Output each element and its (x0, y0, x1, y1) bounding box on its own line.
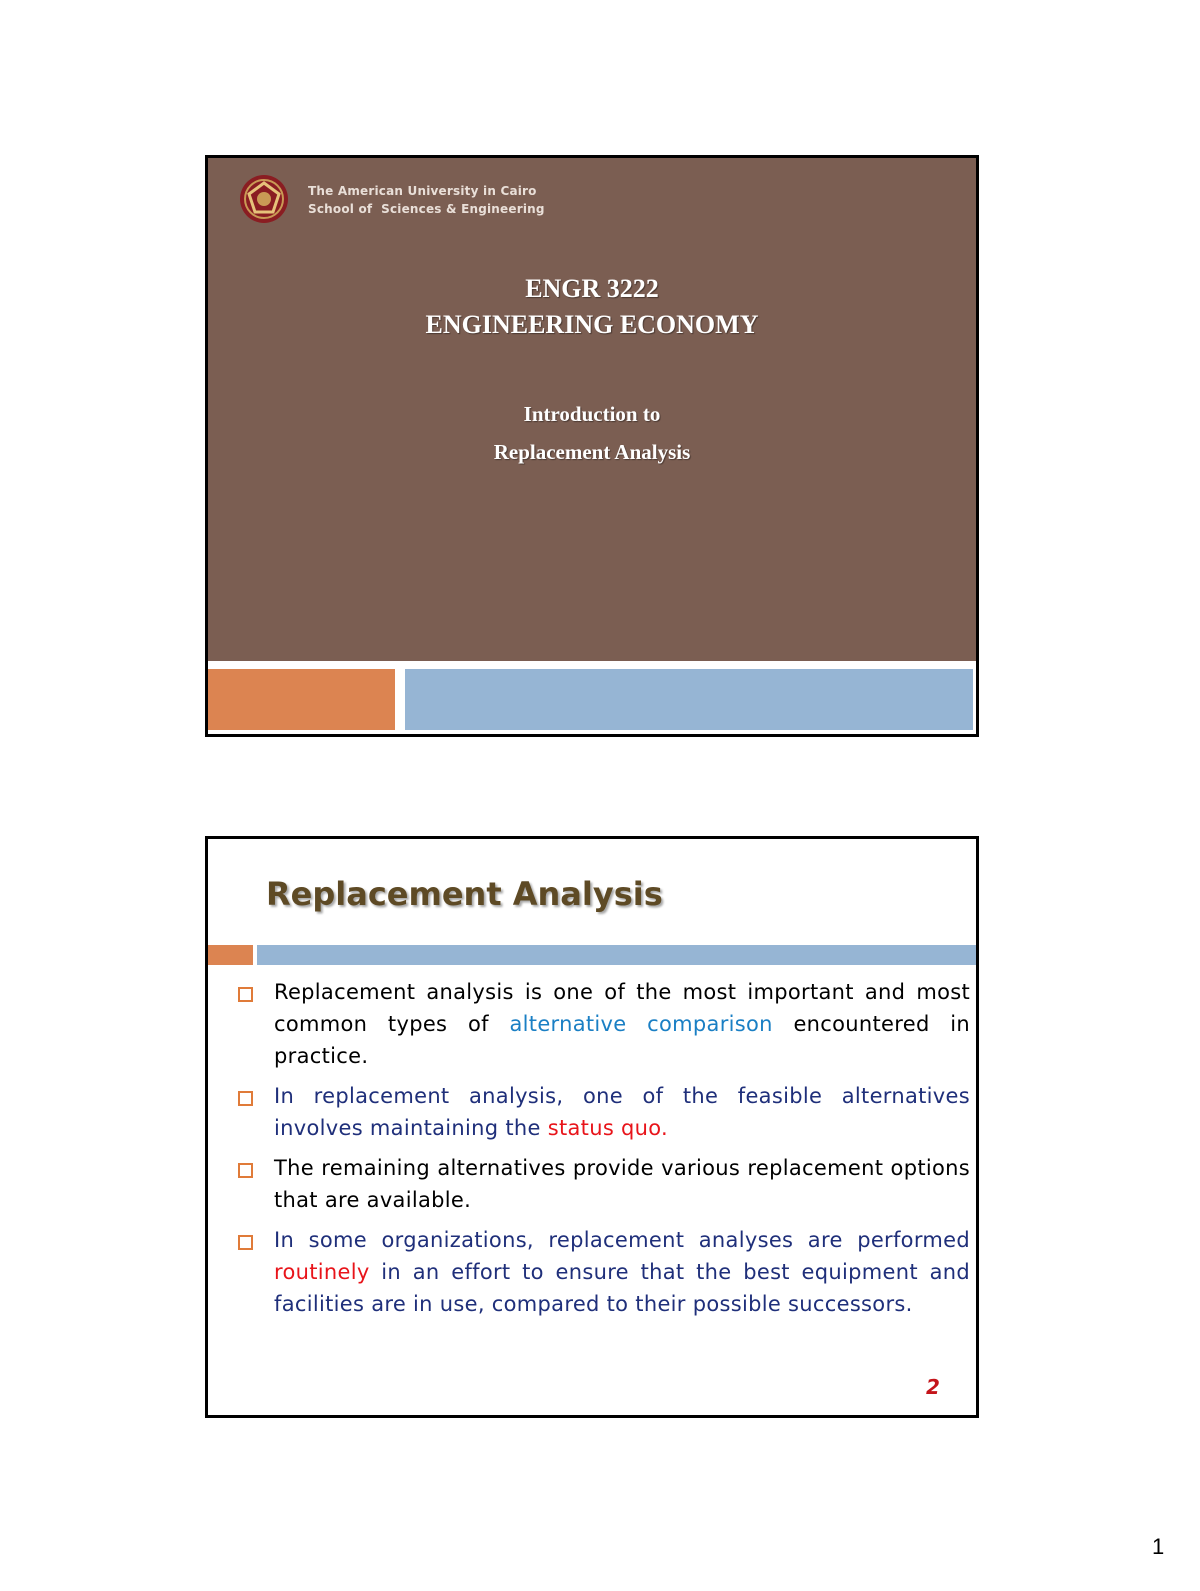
text-run: In replacement analysis, one of the feasible alternatives involves maintaining the (274, 1084, 970, 1140)
slide-number: 2 (926, 1375, 940, 1399)
subtitle-line-1: Introduction to (523, 402, 661, 426)
subtitle-line-2: Replacement Analysis (493, 440, 691, 464)
bullet-item (238, 976, 970, 1072)
bullet-text (274, 1156, 970, 1212)
university-seal-icon (238, 173, 290, 225)
page-number: 1 (1152, 1534, 1165, 1559)
institution-line-1: The American University in Cairo (308, 184, 537, 198)
institution-name (308, 182, 545, 218)
bullet-text (274, 980, 970, 1068)
bullet-item (238, 1224, 970, 1320)
text-run: in an effort to ensure that the best equipment and facilities are in use, compared to their possible successors. (274, 1260, 970, 1316)
text-run-highlight: status quo. (547, 1116, 669, 1140)
text-run-highlight: alternative comparison (509, 1012, 773, 1036)
text-run: In some organizations, replacement analyses are performed (274, 1228, 970, 1252)
course-code: ENGR 3222 (525, 274, 659, 303)
bullet-item (238, 1152, 970, 1216)
text-run: The remaining alternatives provide various replacement options that are available. (274, 1156, 970, 1212)
bullet-text (274, 1084, 970, 1140)
title-panel (208, 158, 976, 661)
checkbox-bullet-icon (238, 1235, 253, 1250)
heading-accent-blue (257, 945, 976, 965)
footer-orange-bar (208, 669, 395, 730)
checkbox-bullet-icon (238, 987, 253, 1002)
title-slide (205, 155, 979, 737)
heading-accent-orange (208, 945, 253, 965)
checkbox-bullet-icon (238, 1163, 253, 1178)
bullet-text (274, 1228, 970, 1316)
footer-blue-bar (405, 669, 973, 730)
bullet-item (238, 1080, 970, 1144)
text-run: Replacement analysis is one of the most important and most common types of (274, 980, 970, 1036)
checkbox-bullet-icon (238, 1091, 253, 1106)
bullet-list (238, 976, 970, 1328)
text-run: encountered in practice. (274, 1012, 971, 1068)
text-run-highlight: routinely (274, 1260, 370, 1284)
content-slide (205, 836, 979, 1418)
course-title: ENGINEERING ECONOMY (425, 310, 759, 339)
slide-heading: Replacement Analysis (266, 875, 663, 913)
institution-line-2: School of Sciences & Engineering (308, 202, 545, 216)
